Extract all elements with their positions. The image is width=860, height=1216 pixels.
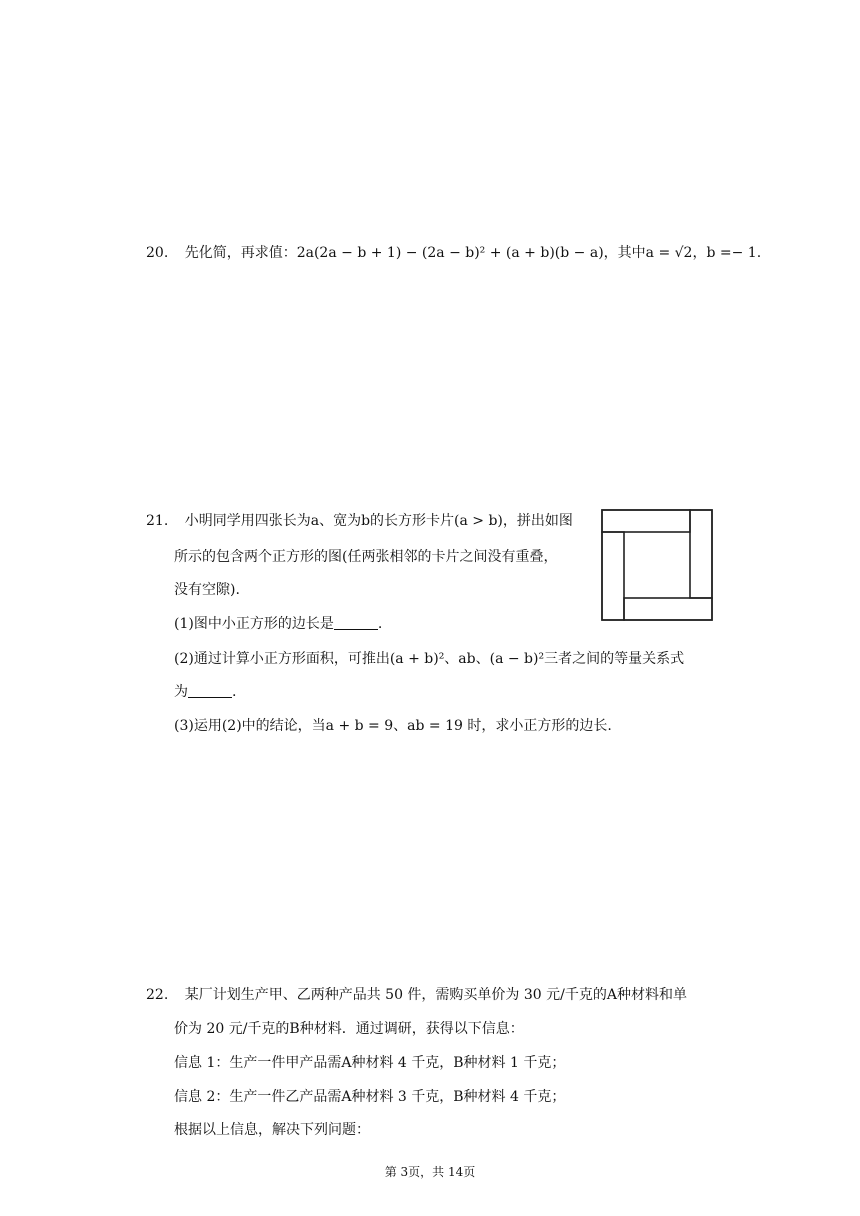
punctuation: . [377,616,383,632]
square-figure [600,508,714,622]
question-number: 21. [146,513,169,529]
question-text: 先化简，再求值：2a(2a − b + 1) − (2a − b)² + (a + b)(b − a)，其中a = √2，b =− 1. [184,245,762,261]
question-line: 价为 20 元/千克的B种材料．通过调研，获得以下信息： [174,1021,524,1037]
info-2: 信息 2：生产一件乙产品需A种材料 3 千克，B种材料 4 千克； [174,1089,566,1105]
question-number: 22. [146,987,169,1003]
card-bottom [624,598,712,620]
answer-blank [334,615,378,630]
sub-question-1 [174,614,382,634]
info-1: 信息 1：生产一件甲产品需A种材料 4 千克，B种材料 1 千克； [174,1055,566,1071]
card-top [602,510,690,532]
sub-question-text: 为 [174,684,188,700]
sub-question-3: (3)运用(2)中的结论，当a + b = 9、ab = 19 时，求小正方形的边长. [174,718,612,734]
page-footer: 第 3页，共 14页 [384,1165,476,1179]
sub-question-2-cont [174,682,236,702]
card-left [602,532,624,620]
question-line: 根据以上信息，解决下列问题： [174,1122,370,1138]
question-number: 20. [146,245,169,261]
punctuation: . [232,684,237,700]
question-line: 某厂计划生产甲、乙两种产品共 50 件，需购买单价为 30 元/千克的A种材料和单 [184,987,687,1003]
outer-square [602,510,712,620]
question-line: 小明同学用四张长为a、宽为b的长方形卡片(a > b)，拼出如图 [184,513,573,529]
card-right [690,510,712,598]
question-line: 所示的包含两个正方形的图(任两张相邻的卡片之间没有重叠， [174,549,558,565]
sub-question-2: (2)通过计算小正方形面积，可推出(a + b)²、ab、(a − b)²三者之间的等量关系式 [174,651,685,667]
answer-blank [188,683,232,698]
sub-question-text: (1)图中小正方形的边长是 [174,616,334,632]
question-line: 没有空隙). [174,582,240,598]
